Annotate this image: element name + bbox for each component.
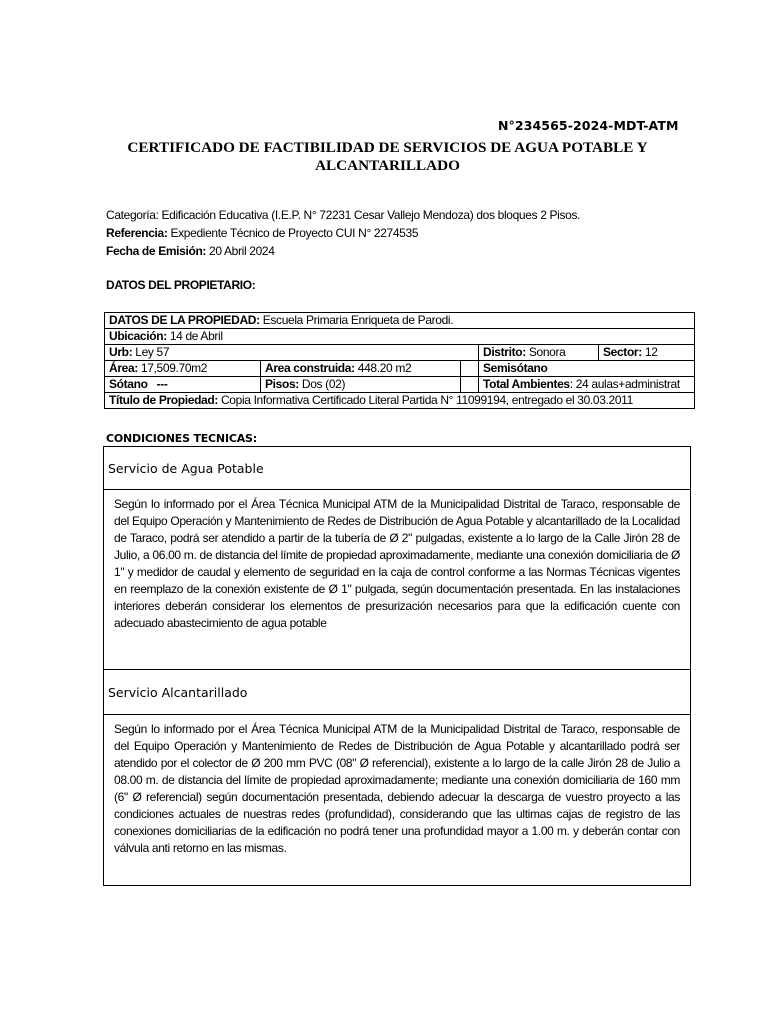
table-row	[105, 345, 695, 361]
pisos-label: Pisos:	[265, 377, 299, 391]
titulo-label: Título de Propiedad:	[109, 393, 218, 407]
ubicacion-cell	[105, 329, 695, 345]
ubicacion-label: Ubicación:	[109, 329, 167, 343]
referencia-line	[106, 224, 418, 242]
area-construida-label: Area construida:	[265, 361, 355, 375]
empty-cell	[461, 377, 479, 393]
total-ambientes-cell	[479, 377, 695, 393]
area-value: 17,509.70m2	[137, 361, 208, 375]
total-ambientes-value: : 24 aulas+administrat	[569, 377, 680, 391]
titulo-value: Copia Informativa Certificado Literal Partida N° 11099194, entregado el 30.03.2011	[218, 393, 633, 407]
distrito-value: Sonora	[525, 345, 566, 359]
semisotano-cell	[479, 361, 695, 377]
table-row	[105, 377, 695, 393]
area-construida-cell	[261, 361, 461, 377]
titulo-cell	[105, 393, 695, 409]
table-row	[105, 313, 695, 329]
urb-cell	[105, 345, 479, 361]
document-number: N°234565-2024-MDT-ATM	[498, 118, 679, 133]
distrito-cell	[479, 345, 599, 361]
table-row	[105, 393, 695, 409]
alcantarillado-section-title: Servicio Alcantarillado	[108, 684, 248, 700]
table-row	[105, 361, 695, 377]
owner-heading: DATOS DEL PROPIETARIO:	[106, 278, 256, 292]
area-label: Área:	[109, 361, 138, 375]
agua-section-title: Servicio de Agua Potable	[108, 460, 264, 476]
alcantarillado-section-body: Según lo informado por el Área Técnica Municipal ATM de la Municipalidad Distrital de Taraco, responsable de del Equipo Operación y Mantenimiento de Redes de Distribución de Agua Potable y alcantarillado podrá ser atendido por el colector de Ø 200 mm PVC (08" Ø referencial), existente a lo largo de la calle Jirón 28 de Julio a 08.00 m. de distancia del límite de propiedad aproximadamente; mediante una conexión domiciliaria de 160 mm (6" Ø referencial) según documentación presentada, debiendo adecuar la descarga de vuestro proyecto a las condiciones actuales de nuestras redes (profundidad), considerando que las ultimas cajas de registro de las conexiones domiciliarias de la edificación no podrá tener una profundidad mayor a 1.00 m. y deberán contar con válvula anti retorno en las mismas.	[104, 714, 690, 884]
fecha-value: 20 Abril 2024	[206, 244, 275, 258]
table-row	[105, 329, 695, 345]
agua-section-body: Según lo informado por el Área Técnica Municipal ATM de la Municipalidad Distrital de Taraco, responsable de del Equipo Operación y Mantenimiento de Redes de Distribución de Agua Potable y alcantarillado de la Localidad de Taraco, podrá ser atendido a partir de la tubería de Ø 2" pulgadas, existente a lo largo de la Calle Jirón 28 de Julio, a 06.00 m. de distancia del límite de propiedad aproximadamente, mediante una conexión domiciliaria de Ø 1" y medidor de caudal y elemento de seguridad en la caja de control conforme a las Normas Técnicas vigentes en reemplazo de la conexión existente de Ø 1" pulgada, según documentación presentada. En las instalaciones interiores deberán considerar los elementos de presurización necesarios para que la edificación cuente con adecuado abastecimiento de agua potable	[104, 489, 690, 670]
fecha-line	[106, 242, 275, 260]
document-title: CERTIFICADO DE FACTIBILIDAD DE SERVICIOS DE AGUA POTABLE Y ALCANTARILLADO	[127, 139, 648, 174]
total-ambientes-label: Total Ambientes	[483, 377, 570, 391]
referencia-label: Referencia:	[106, 226, 168, 240]
urb-value: Ley 57	[132, 345, 170, 359]
conditions-box	[103, 446, 691, 886]
empty-cell	[461, 361, 479, 377]
ubicacion-value: 14 de Abril	[166, 329, 223, 343]
sotano-cell	[105, 377, 261, 393]
sector-label: Sector:	[603, 345, 642, 359]
fecha-label: Fecha de Emisión:	[106, 244, 207, 258]
sector-value: 12	[641, 345, 658, 359]
conditions-heading: CONDICIONES TECNICAS:	[106, 432, 257, 445]
sotano-label: Sótano	[109, 377, 148, 391]
sector-cell	[599, 345, 695, 361]
property-table	[104, 312, 695, 409]
pisos-value: Dos (02)	[298, 377, 346, 391]
urb-label: Urb:	[109, 345, 133, 359]
area-construida-value: 448.20 m2	[354, 361, 412, 375]
referencia-value: Expediente Técnico de Proyecto CUI N° 2274535	[167, 226, 419, 240]
datos-label: DATOS DE LA PROPIEDAD:	[109, 313, 260, 327]
datos-value: Escuela Primaria Enriqueta de Parodi.	[259, 313, 454, 327]
distrito-label: Distrito:	[483, 345, 526, 359]
pisos-cell	[261, 377, 461, 393]
area-cell	[105, 361, 261, 377]
sotano-value: ---	[147, 377, 168, 391]
datos-cell	[105, 313, 695, 329]
semisotano-label: Semisótano	[483, 361, 548, 375]
categoria-line: Categoría: Edificación Educativa (I.E.P. N° 72231 Cesar Vallejo Mendoza) dos bloques 2 Pisos.	[106, 208, 581, 222]
